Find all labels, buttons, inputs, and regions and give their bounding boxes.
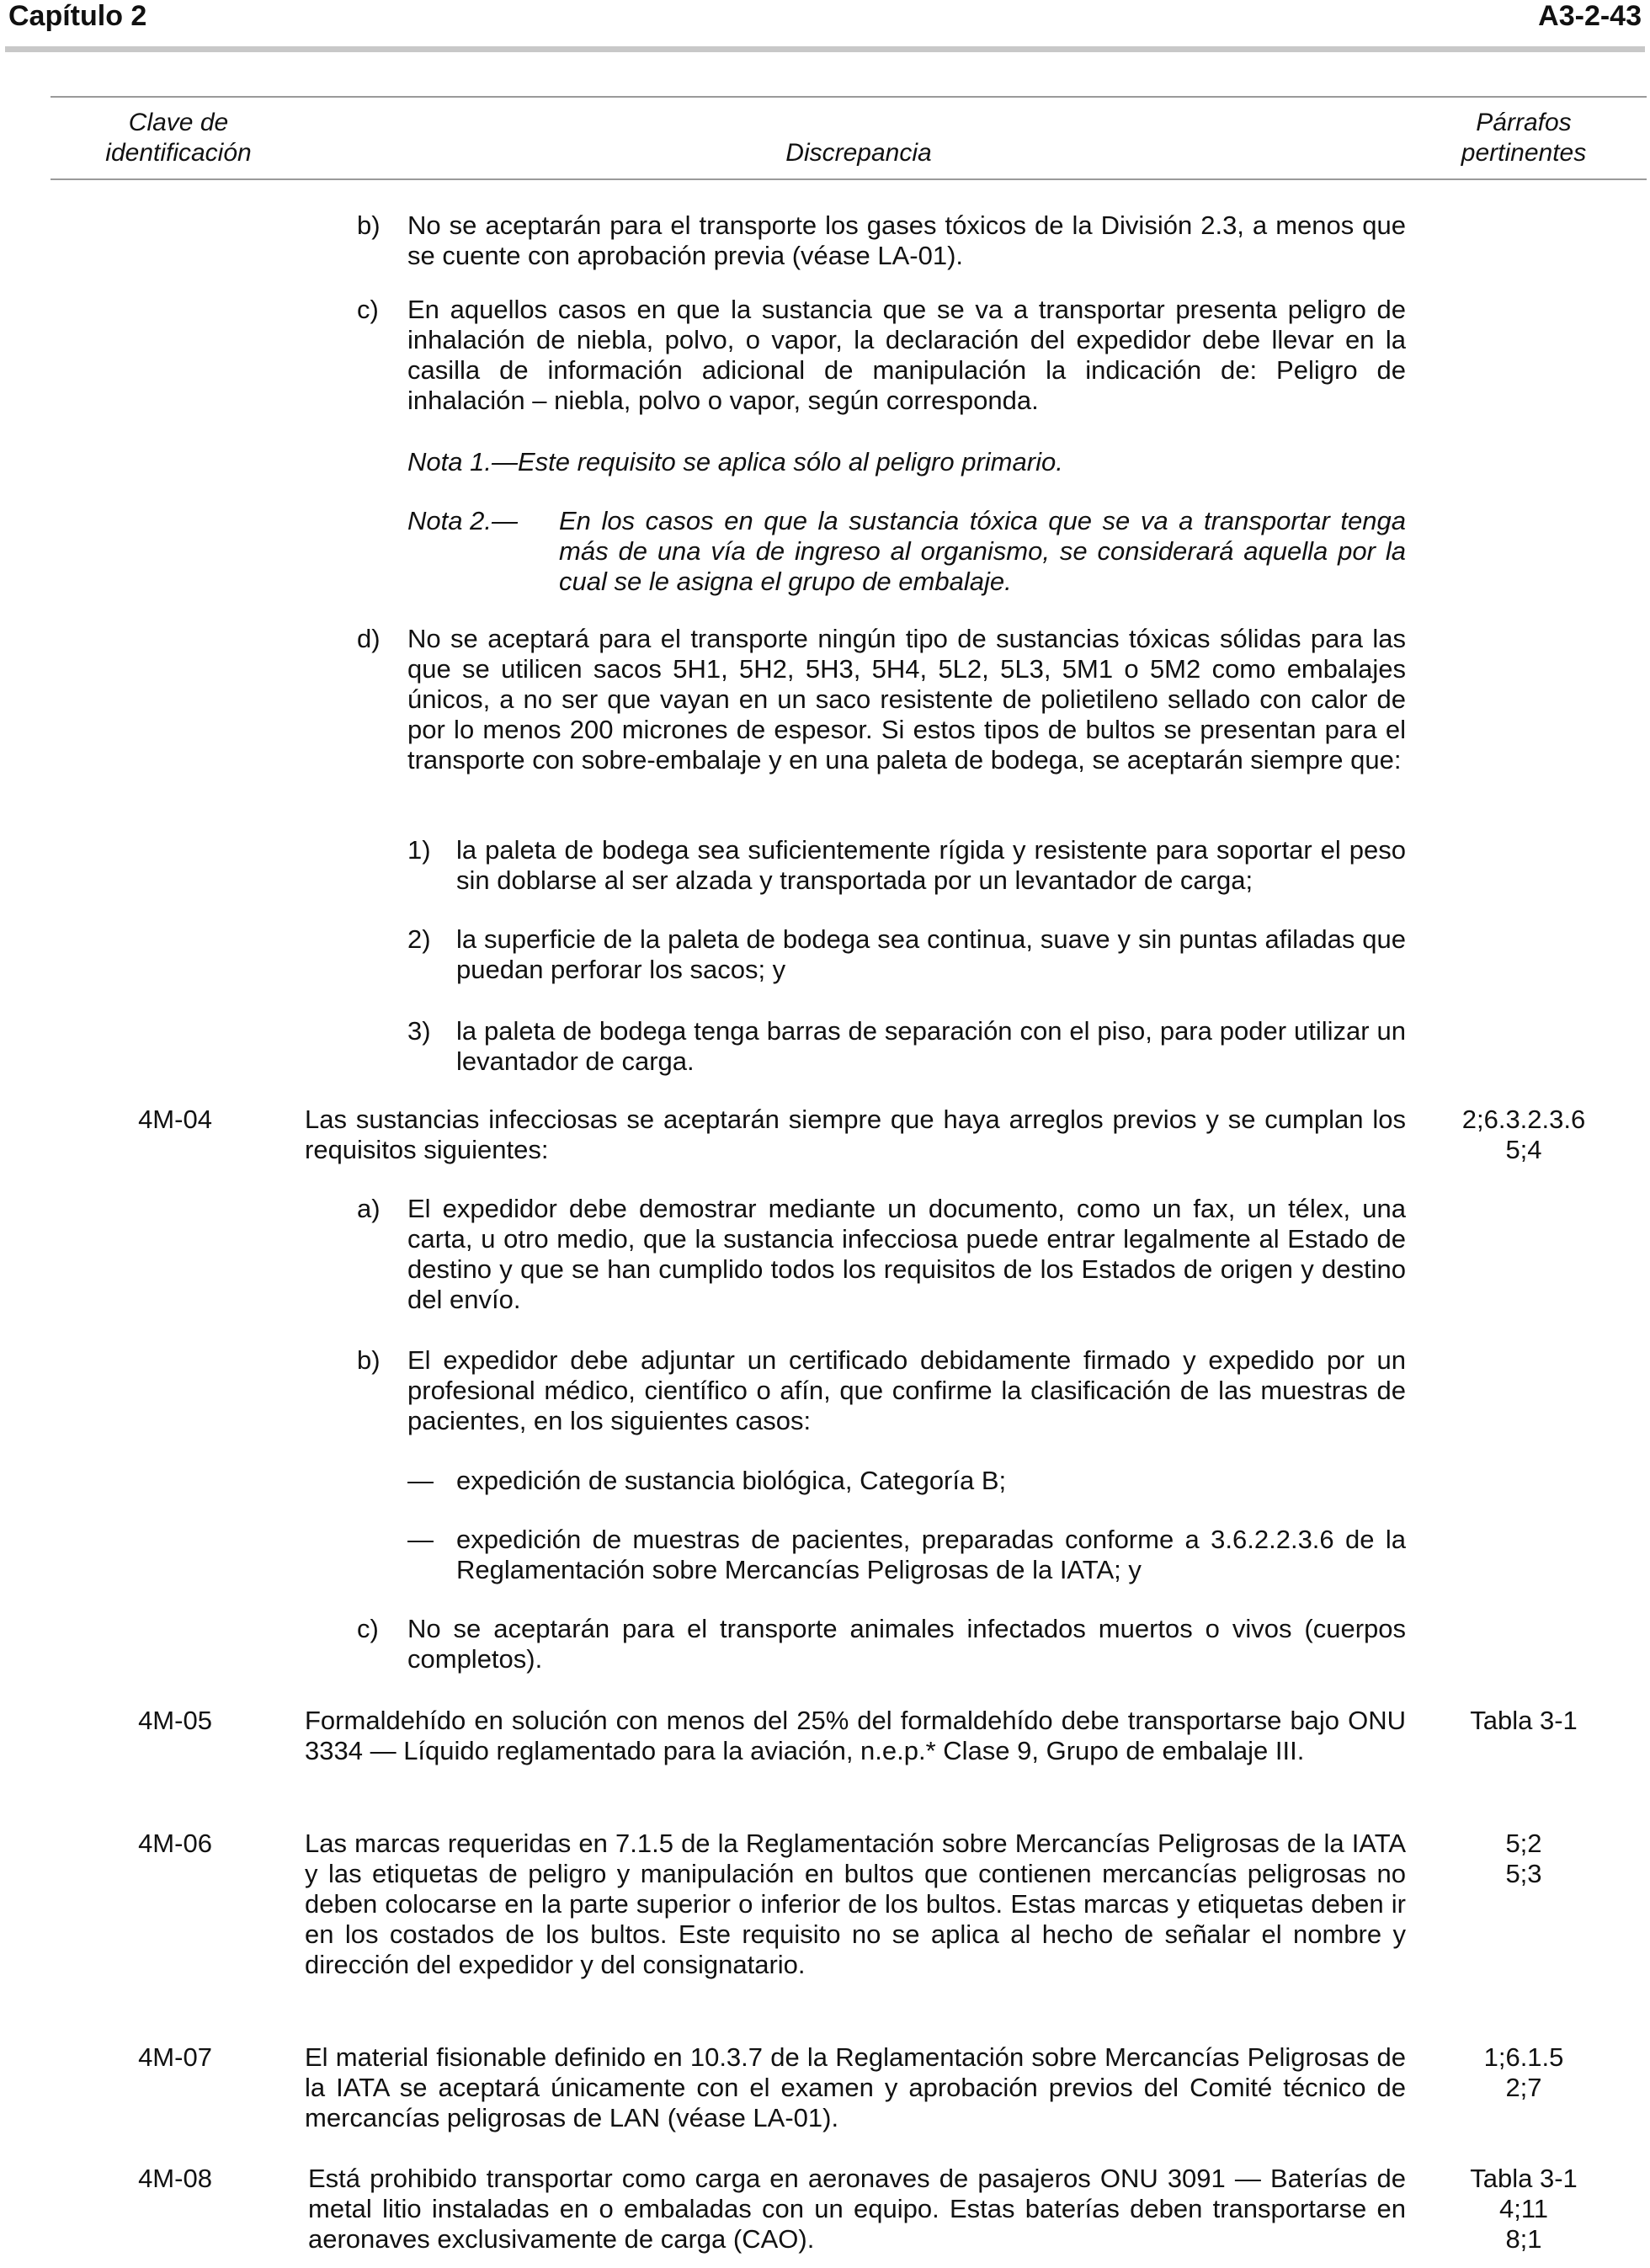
ref-line: Tabla 3-1 [1470,1706,1578,1735]
entry-refs-4m-08 [1414,2164,1633,2255]
ref-line: 2;6.3.2.3.6 [1461,1105,1586,1134]
ref-line: 8;1 [1505,2224,1542,2254]
ref-line: 2;7 [1505,2073,1542,2102]
note-2-label: Nota 2.— [407,506,518,535]
item-b-text: No se aceptarán para el transporte los gases tóxicos de la División 2.3, a menos que se cuente con aprobación previa (véase LA-01). [407,210,1406,270]
entry-refs-4m-05 [1414,1706,1633,1736]
item-d3-label: 3) [407,1016,431,1046]
m04-b2-dash: — [407,1525,434,1554]
entry-key-4m-06: 4M-06 [138,1829,212,1858]
ref-line: 4;11 [1498,2194,1549,2223]
note-1: Nota 1.—Este requisito se aplica sólo al peligro primario. [407,447,1063,476]
column-header-refs [1414,108,1633,168]
m04-a-label: a) [357,1194,381,1223]
item-d2-label: 2) [407,924,431,954]
m04-b-text: El expedidor debe adjuntar un certificado debidamente firmado y expedido por un profesional médico, científico o afín, que confirme la clasificación de las muestras de pacientes, en los siguientes casos: [407,1345,1406,1435]
chapter-title: Capítulo 2 [8,0,147,32]
table-header-rule [51,178,1647,180]
m04-c-label: c) [357,1614,379,1643]
item-c-label: c) [357,295,379,324]
item-d1-label: 1) [407,835,431,865]
ref-line: 1;6.1.5 [1483,2042,1564,2072]
column-header-discrepancy: Discrepancia [785,139,932,167]
note-2-text: En los casos en que la sustancia tóxica que se va a transportar tenga más de una vía de ingreso al organismo, se considerará aquella por la cual se le asigna el grupo de embalaje. [559,506,1406,596]
item-d-label: d) [357,624,381,653]
entry-text-4m-06: Las marcas requeridas en 7.1.5 de la Reglamentación sobre Mercancías Peligrosas de la IATA y las etiquetas de peligro y manipulación en bultos que contienen mercancías peligrosas no deben colocarse en la parte superior o inferior de los bultos. Estas marcas y etiquetas deben ir en los costados de los bultos. Este requisito no se aplica al hecho de señalar el nombre y dirección del expedidor y del consignatario. [305,1829,1406,1979]
column-header-refs-line1: Párrafos [1476,109,1572,136]
m04-b2-text: expedición de muestras de pacientes, preparadas conforme a 3.6.2.2.3.6 de la Reglamentación sobre Mercancías Peligrosas de la IATA; y [456,1525,1406,1584]
ref-line: 5;4 [1505,1135,1542,1164]
entry-text-4m-08: Está prohibido transportar como carga en aeronaves de pasajeros ONU 3091 — Baterías de metal litio instaladas en o embaladas con un equipo. Estas baterías deben transportarse en aeronaves exclusivamente de carga (CAO). [308,2164,1406,2254]
entry-text-4m-04: Las sustancias infecciosas se aceptarán siempre que haya arreglos previos y se cumplan los requisitos siguientes: [305,1105,1406,1164]
entry-refs-4m-04 [1414,1105,1633,1165]
ref-line: 5;2 [1505,1829,1542,1858]
m04-c-text: No se aceptarán para el transporte animales infectados muertos o vivos (cuerpos completos). [407,1614,1406,1674]
entry-text-4m-07: El material fisionable definido en 10.3.7 de la Reglamentación sobre Mercancías Peligrosas de la IATA se aceptará únicamente con el examen y aprobación previos del Comité técnico de mercancías peligrosas de LAN (véase LA-01). [305,2042,1406,2132]
m04-b-label: b) [357,1345,381,1375]
entry-key-4m-07: 4M-07 [138,2042,212,2072]
item-c-text: En aquellos casos en que la sustancia que se va a transportar presenta peligro de inhalación de niebla, polvo, o vapor, la declaración del expedidor debe llevar en la casilla de información adicional de manipulación la indicación de: Peligro de inhalación – niebla, polvo o vapor, según corresponda. [407,295,1406,415]
page-code: A3-2-43 [1538,0,1642,32]
table-top-rule [51,96,1647,98]
item-d1-text: la paleta de bodega sea suficientemente rígida y resistente para soportar el peso sin doblarse al ser alzada y transportada por un levantador de carga; [456,835,1406,895]
item-d2-text: la superficie de la paleta de bodega sea continua, suave y sin puntas afiladas que puedan perforar los sacos; y [456,924,1406,984]
m04-b1-text: expedición de sustancia biológica, Categoría B; [456,1466,1007,1495]
column-header-key-line1: Clave de [128,109,229,136]
m04-a-text: El expedidor debe demostrar mediante un documento, como un fax, un télex, una carta, u otro medio, que la sustancia infecciosa puede entrar legalmente al Estado de destino y que se han cumplido todos los requisitos de los Estados de origen y destino del envío. [407,1194,1406,1314]
column-header-refs-line2: pertinentes [1461,139,1587,167]
entry-key-4m-04: 4M-04 [138,1105,212,1134]
item-d3-text: la paleta de bodega tenga barras de separación con el piso, para poder utilizar un levantador de carga. [456,1016,1406,1076]
header-rule [5,46,1645,52]
entry-refs-4m-06 [1414,1829,1633,1889]
ref-line: 5;3 [1505,1859,1542,1888]
entry-text-4m-05: Formaldehído en solución con menos del 25% del formaldehído debe transportarse bajo ONU 3334 — Líquido reglamentado para la aviación, n.e.p.* Clase 9, Grupo de embalaje III. [305,1706,1406,1765]
entry-refs-4m-07 [1414,2042,1633,2103]
item-d-text: No se aceptará para el transporte ningún tipo de sustancias tóxicas sólidas para las que se utilicen sacos 5H1, 5H2, 5H3, 5H4, 5L2, 5L3, 5M1 o 5M2 como embalajes únicos, a no ser que vayan en un saco resistente de polietileno sellado con calor de por lo menos 200 micrones de espesor. Si estos tipos de bultos se presentan para el transporte con sobre-embalaje y en una paleta de bodega, se aceptarán siempre que: [407,624,1406,775]
entry-key-4m-05: 4M-05 [138,1706,212,1735]
m04-b1-dash: — [407,1466,434,1495]
item-b-label: b) [357,210,381,240]
ref-line: Tabla 3-1 [1470,2164,1578,2193]
column-header-key-line2: identificación [105,139,252,167]
entry-key-4m-08: 4M-08 [138,2164,212,2193]
column-header-key [51,108,306,168]
